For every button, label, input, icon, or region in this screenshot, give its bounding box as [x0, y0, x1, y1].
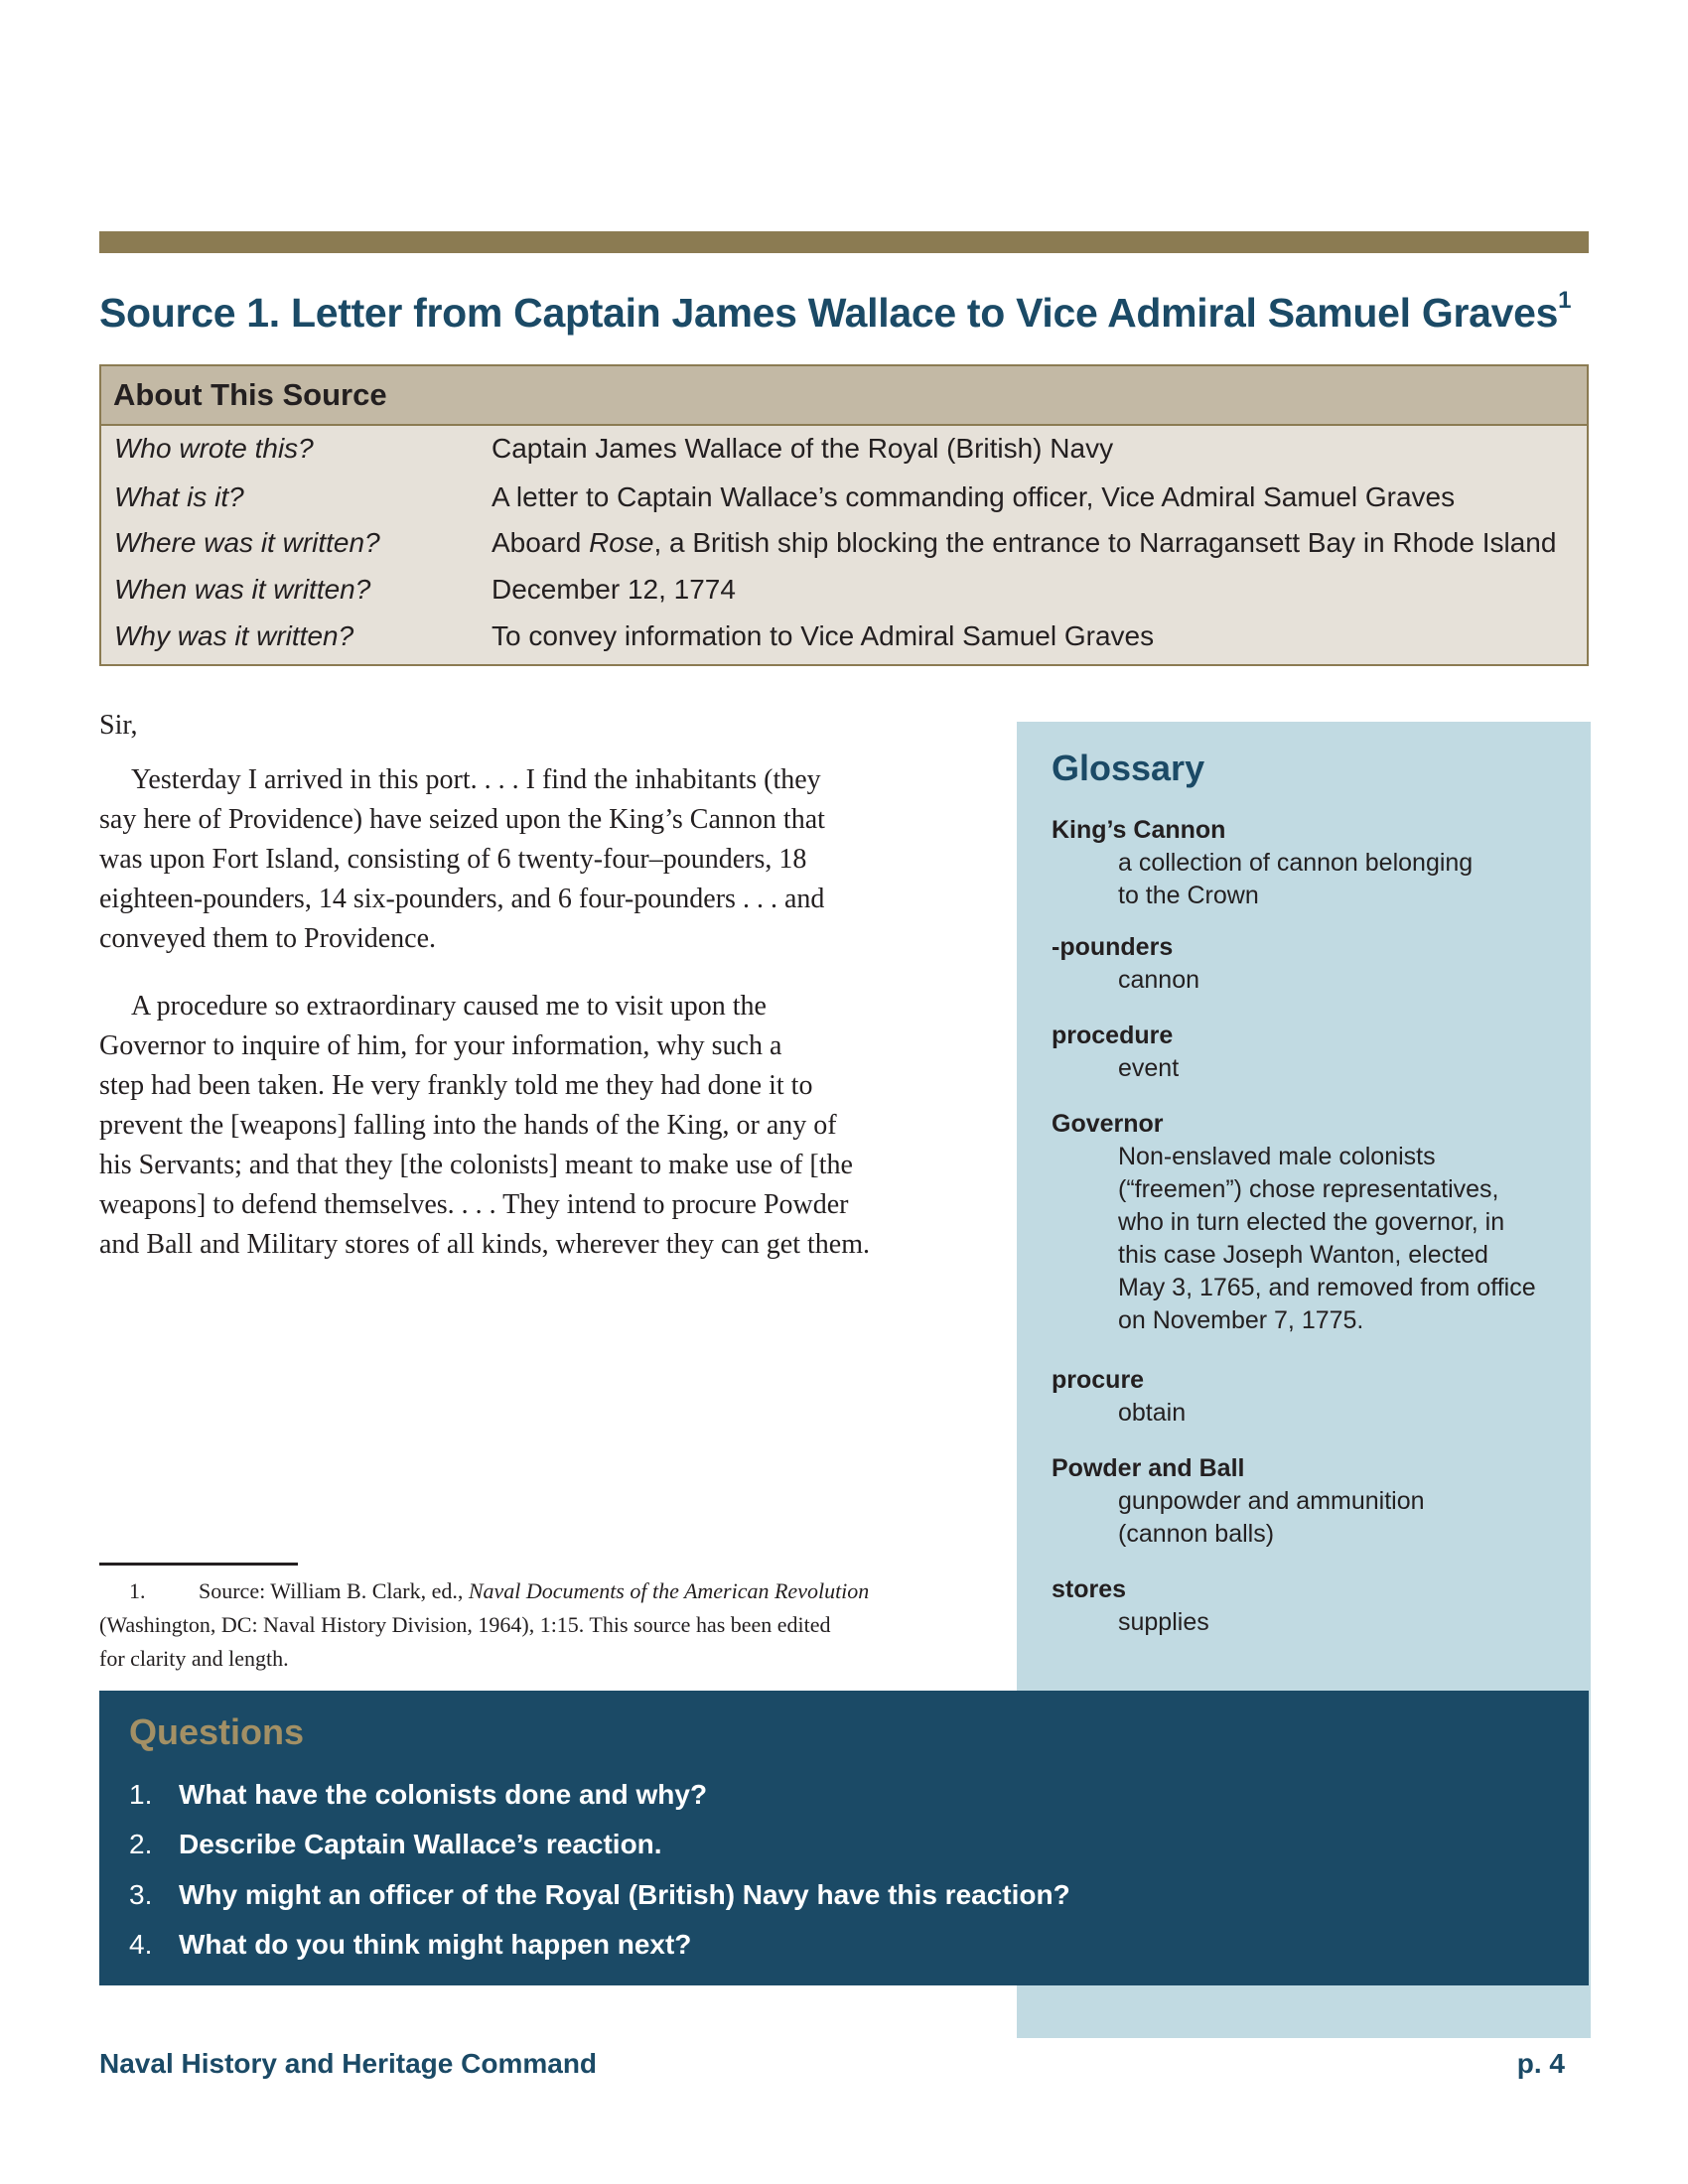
footnote-line: (Washington, DC: Naval History Division, 1964), 1:15. This source has been edited [99, 1612, 831, 1637]
letter-paragraph [99, 760, 1013, 959]
answer-text: Aboard [492, 527, 590, 558]
glossary-definition [1118, 1052, 1585, 1085]
about-question: What is it? [114, 481, 244, 512]
salutation: Sir, [99, 710, 138, 741]
about-row [101, 567, 1587, 613]
glossary-definition [1118, 847, 1585, 912]
question-text: Describe Captain Wallace’s reaction. [179, 1829, 662, 1859]
footer-organization: Naval History and Heritage Command [99, 2048, 598, 2079]
definition-line: supplies [1118, 1608, 1209, 1636]
letter-paragraph [99, 987, 1013, 1265]
about-heading: About This Source [101, 366, 1587, 426]
glossary-definition [1118, 1397, 1585, 1430]
question-number: 2. [129, 1829, 153, 1859]
definition-line: a collection of cannon belonging [1118, 849, 1474, 877]
question-item [129, 1920, 691, 1970]
glossary-term: -pounders [1052, 933, 1174, 961]
question-number: 4. [129, 1929, 153, 1960]
definition-line: to the Crown [1118, 882, 1259, 909]
about-row [101, 426, 1587, 472]
text-line: and Ball and Military stores of all kinds, wherever they can get them. [99, 1229, 871, 1260]
definition-line: who in turn elected the governor, in [1118, 1208, 1505, 1236]
text-line: Yesterday I arrived in this port. . . . I find the inhabitants (they [131, 764, 821, 795]
about-row [101, 614, 1587, 659]
about-answer: A letter to Captain Wallace’s commanding officer, Vice Admiral Samuel Graves [492, 481, 1456, 512]
glossary-definition [1118, 1606, 1585, 1639]
ship-name: Rose [589, 527, 654, 558]
page-number: p. 4 [1516, 2048, 1565, 2079]
text-line: conveyed them to Providence. [99, 923, 437, 954]
glossary-term: King’s Cannon [1052, 816, 1226, 844]
page-title [99, 287, 1609, 337]
text-line: was upon Fort Island, consisting of 6 twenty-four–pounders, 18 [99, 844, 807, 875]
about-answer: To convey information to Vice Admiral Samuel Graves [492, 620, 1155, 651]
definition-line: on November 7, 1775. [1118, 1306, 1364, 1334]
question-text: What have the colonists done and why? [179, 1779, 708, 1810]
footnote-book-title: Naval Documents of the American Revolution [468, 1578, 870, 1603]
glossary-term: stores [1052, 1575, 1127, 1603]
about-answer [492, 520, 1556, 566]
top-rule [99, 231, 1589, 253]
question-number: 1. [129, 1779, 153, 1810]
about-row [101, 475, 1587, 520]
text-line: his Servants; and that they [the colonists] meant to make use of [the [99, 1150, 853, 1180]
title-footnote-ref: 1 [1558, 287, 1572, 315]
about-source-box [99, 364, 1589, 666]
title-text: Source 1. Letter from Captain James Wallace to Vice Admiral Samuel Graves [99, 290, 1559, 336]
definition-line: cannon [1118, 966, 1200, 994]
footnote-line: for clarity and length. [99, 1646, 289, 1671]
glossary-definition [1118, 1141, 1585, 1337]
text-line: say here of Providence) have seized upon the King’s Cannon that [99, 804, 825, 835]
about-question: Who wrote this? [114, 433, 314, 464]
answer-text: , a British ship blocking the entrance to Narragansett Bay in Rhode Island [653, 527, 1557, 558]
question-item [129, 1870, 1070, 1920]
definition-line: this case Joseph Wanton, elected [1118, 1241, 1488, 1269]
questions-box [99, 1691, 1589, 1985]
about-question: Where was it written? [114, 527, 380, 558]
text-line: prevent the [weapons] falling into the hands of the King, or any of [99, 1110, 837, 1141]
question-item [129, 1820, 662, 1869]
text-line: eighteen-pounders, 14 six-pounders, and 6 four-pounders . . . and [99, 884, 825, 914]
glossary-term: procedure [1052, 1022, 1174, 1049]
question-item [129, 1770, 707, 1820]
footnote-rule [99, 1563, 298, 1566]
text-line: Governor to inquire of him, for your information, why such a [99, 1030, 782, 1061]
definition-line: (“freemen”) chose representatives, [1118, 1175, 1499, 1203]
definition-line: event [1118, 1054, 1180, 1082]
glossary-definition [1118, 964, 1585, 997]
footnote [99, 1574, 1013, 1676]
definition-line: May 3, 1765, and removed from office [1118, 1274, 1536, 1301]
glossary-term: Powder and Ball [1052, 1454, 1245, 1482]
text-line: A procedure so extraordinary caused me to visit upon the [131, 991, 767, 1022]
definition-line: gunpowder and ammunition [1118, 1487, 1425, 1515]
about-question: When was it written? [114, 574, 371, 605]
glossary-term: procure [1052, 1366, 1145, 1394]
about-answer: December 12, 1774 [492, 574, 736, 605]
definition-line: obtain [1118, 1399, 1187, 1427]
footnote-line [99, 1574, 1013, 1608]
text-line: weapons] to defend themselves. . . . They intend to procure Powder [99, 1189, 849, 1220]
question-text: What do you think might happen next? [179, 1929, 692, 1960]
definition-line: (cannon balls) [1118, 1520, 1275, 1548]
about-question: Why was it written? [114, 620, 354, 651]
glossary-title: Glossary [1052, 748, 1205, 788]
glossary-term: Governor [1052, 1110, 1164, 1138]
definition-line: Non-enslaved male colonists [1118, 1143, 1436, 1170]
glossary-definition [1118, 1485, 1585, 1551]
question-text: Why might an officer of the Royal (British) Navy have this reaction? [179, 1879, 1070, 1910]
about-answer: Captain James Wallace of the Royal (British) Navy [492, 433, 1114, 464]
about-row [101, 520, 1587, 566]
question-number: 3. [129, 1879, 153, 1910]
questions-title: Questions [129, 1711, 305, 1752]
footnote-number: 1. [129, 1578, 146, 1603]
text-line: step had been taken. He very frankly told me they had done it to [99, 1070, 813, 1101]
footnote-text: Source: William B. Clark, ed., [199, 1578, 469, 1603]
